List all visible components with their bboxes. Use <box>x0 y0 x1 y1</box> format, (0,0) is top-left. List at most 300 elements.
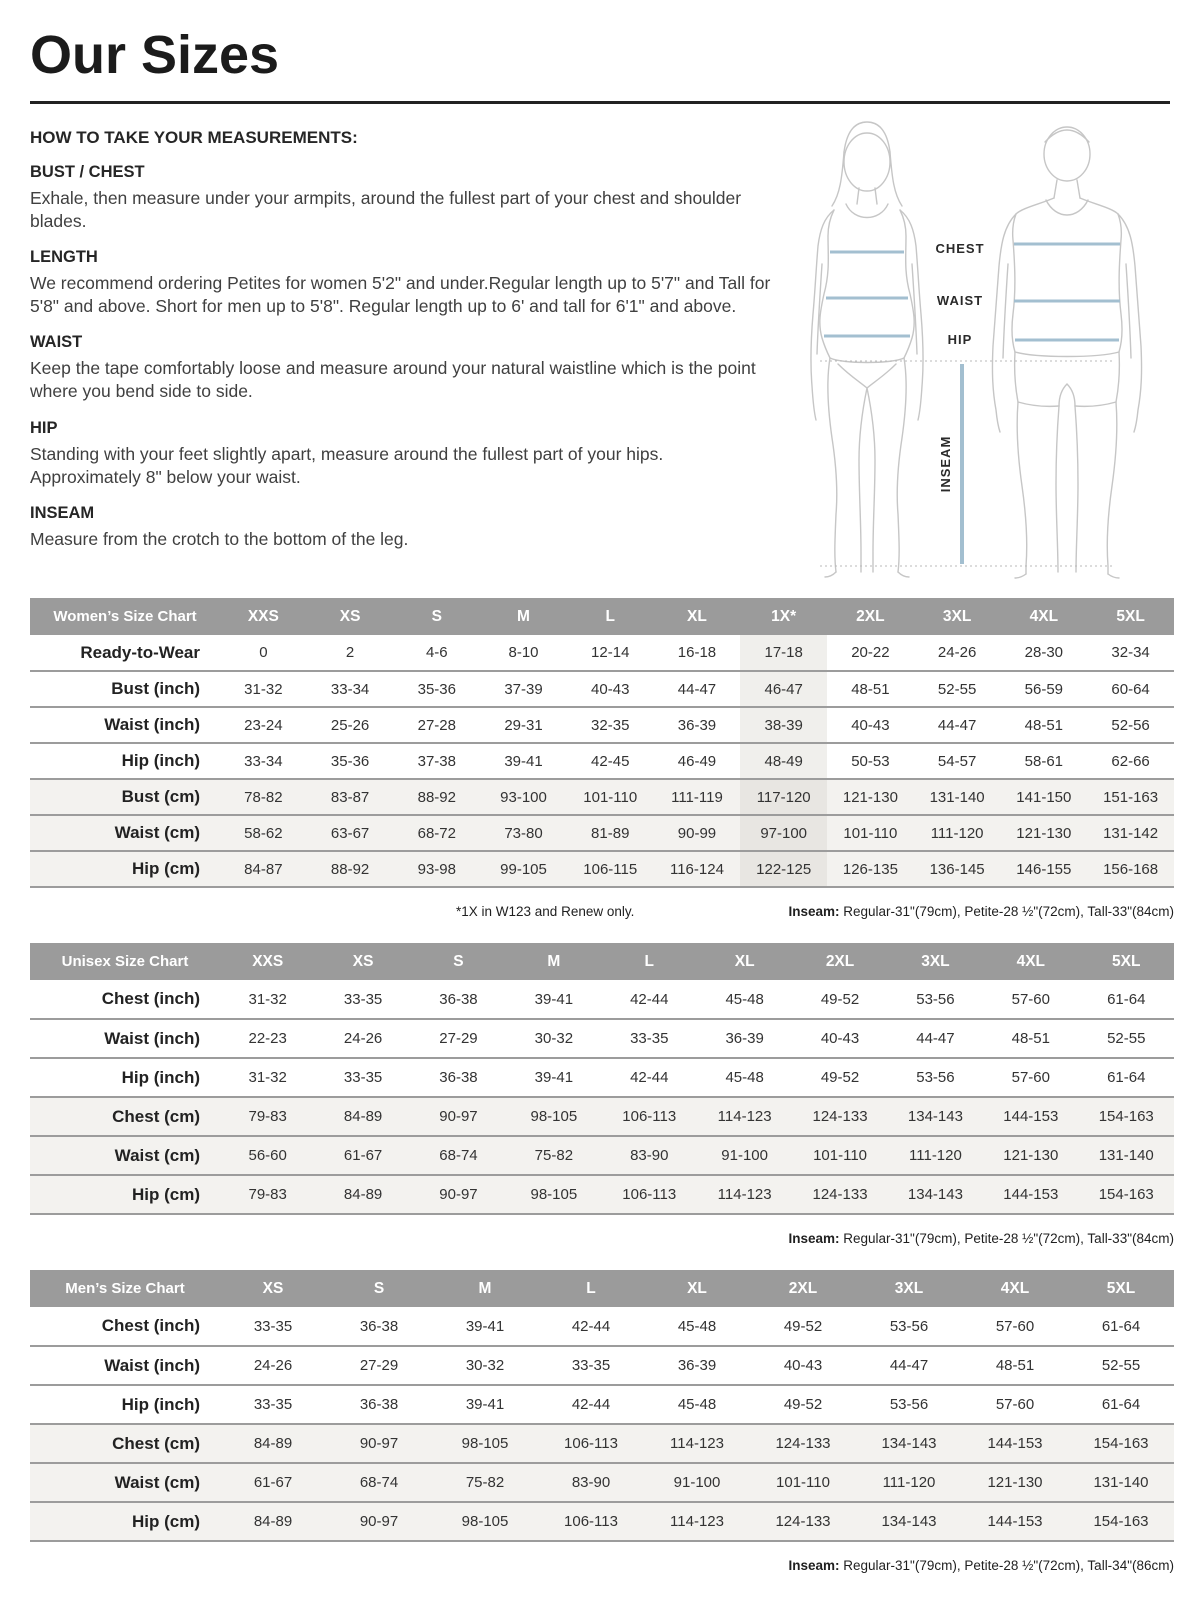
size-cell: 45-48 <box>697 980 792 1019</box>
table-row <box>30 743 1174 779</box>
size-cell: 101-110 <box>827 815 914 851</box>
size-cell: 68-74 <box>411 1136 506 1175</box>
mens-size-chart <box>30 1270 1174 1573</box>
table-row <box>30 1346 1174 1385</box>
size-cell: 61-64 <box>1068 1385 1174 1424</box>
waist-label: WAIST <box>936 293 984 308</box>
size-cell: 36-39 <box>697 1019 792 1058</box>
size-cell: 45-48 <box>697 1058 792 1097</box>
size-cell: 68-74 <box>326 1463 432 1502</box>
size-cell: 117-120 <box>740 779 827 815</box>
size-cell: 90-99 <box>654 815 741 851</box>
size-cell: 90-97 <box>326 1502 432 1541</box>
row-label: Hip (inch) <box>30 743 220 779</box>
row-label: Hip (cm) <box>30 1175 220 1214</box>
size-cell: 4-6 <box>393 635 480 671</box>
footnote-inseam-label: Inseam: <box>788 1231 840 1246</box>
footnote-inseam-label: Inseam: <box>788 904 840 919</box>
size-column-header: 3XL <box>888 943 983 980</box>
male-figure <box>992 127 1141 578</box>
size-cell: 40-43 <box>792 1019 887 1058</box>
table-title: Women’s Size Chart <box>30 598 220 635</box>
size-cell: 60-64 <box>1087 671 1174 707</box>
size-cell: 106-113 <box>538 1502 644 1541</box>
size-column-header: XL <box>697 943 792 980</box>
size-cell: 134-143 <box>888 1175 983 1214</box>
instruction-sections <box>30 163 772 551</box>
table-row <box>30 851 1174 887</box>
size-cell: 90-97 <box>411 1175 506 1214</box>
size-cell: 81-89 <box>567 815 654 851</box>
footnote-inseam-label: Inseam: <box>788 1558 840 1573</box>
size-column-header: XL <box>644 1270 750 1307</box>
size-cell: 20-22 <box>827 635 914 671</box>
size-cell: 33-35 <box>602 1019 697 1058</box>
table-row <box>30 1019 1174 1058</box>
section-body: Exhale, then measure under your armpits, around the fullest part of your chest and shoulder blades. <box>30 188 742 232</box>
size-cell: 111-120 <box>914 815 1001 851</box>
size-cell: 24-26 <box>315 1019 410 1058</box>
size-cell: 24-26 <box>914 635 1001 671</box>
size-column-header: S <box>393 598 480 635</box>
size-cell: 61-64 <box>1068 1307 1174 1346</box>
size-cell: 63-67 <box>307 815 394 851</box>
top-section <box>30 128 1170 584</box>
measurement-figure <box>772 114 1182 584</box>
size-column-header: 1X* <box>740 598 827 635</box>
size-cell: 33-34 <box>307 671 394 707</box>
size-cell: 44-47 <box>654 671 741 707</box>
size-cell: 106-113 <box>602 1175 697 1214</box>
measurement-section-bust-chest <box>30 163 772 233</box>
section-heading: INSEAM <box>30 503 95 522</box>
measurement-section-hip <box>30 419 772 489</box>
body-measurement-diagram <box>782 114 1182 584</box>
size-cell: 57-60 <box>962 1385 1068 1424</box>
row-label: Hip (cm) <box>30 1502 220 1541</box>
size-cell: 151-163 <box>1087 779 1174 815</box>
size-column-header: S <box>411 943 506 980</box>
row-label: Waist (cm) <box>30 815 220 851</box>
inseam-label: INSEAM <box>938 435 953 493</box>
size-cell: 88-92 <box>307 851 394 887</box>
size-cell: 48-49 <box>740 743 827 779</box>
footnote-asterisk: *1X in W123 and Renew only. <box>456 904 635 919</box>
size-cell: 53-56 <box>856 1385 962 1424</box>
size-cell: 131-140 <box>914 779 1001 815</box>
size-cell: 144-153 <box>962 1424 1068 1463</box>
size-table <box>30 943 1174 1215</box>
size-cell: 106-115 <box>567 851 654 887</box>
size-cell: 27-29 <box>326 1346 432 1385</box>
section-heading: LENGTH <box>30 248 98 267</box>
size-cell: 111-119 <box>654 779 741 815</box>
size-column-header: M <box>432 1270 538 1307</box>
size-cell: 101-110 <box>567 779 654 815</box>
size-cell: 111-120 <box>856 1463 962 1502</box>
size-cell: 154-163 <box>1068 1424 1174 1463</box>
size-charts <box>30 598 1174 1573</box>
size-cell: 144-153 <box>983 1175 1078 1214</box>
how-to-heading: HOW TO TAKE YOUR MEASUREMENTS: <box>30 128 358 147</box>
size-cell: 0 <box>220 635 307 671</box>
size-cell: 52-56 <box>1087 707 1174 743</box>
size-cell: 52-55 <box>1068 1346 1174 1385</box>
size-cell: 42-44 <box>538 1307 644 1346</box>
size-cell: 84-87 <box>220 851 307 887</box>
size-cell: 131-140 <box>1079 1136 1174 1175</box>
table-row <box>30 1424 1174 1463</box>
size-column-header: 4XL <box>1000 598 1087 635</box>
size-column-header: XS <box>307 598 394 635</box>
size-cell: 52-55 <box>914 671 1001 707</box>
size-cell: 114-123 <box>644 1424 750 1463</box>
size-cell: 48-51 <box>962 1346 1068 1385</box>
measurement-section-inseam <box>30 504 772 551</box>
size-cell: 33-35 <box>315 980 410 1019</box>
row-label: Bust (cm) <box>30 779 220 815</box>
section-heading: BUST / CHEST <box>30 163 145 181</box>
size-column-header: 2XL <box>827 598 914 635</box>
size-cell: 16-18 <box>654 635 741 671</box>
table-row <box>30 1463 1174 1502</box>
size-cell: 36-39 <box>644 1346 750 1385</box>
size-cell: 53-56 <box>888 980 983 1019</box>
size-cell: 121-130 <box>962 1463 1068 1502</box>
size-cell: 27-29 <box>411 1019 506 1058</box>
size-cell: 49-52 <box>792 1058 887 1097</box>
size-cell: 134-143 <box>888 1097 983 1136</box>
size-column-header: S <box>326 1270 432 1307</box>
measurement-instructions <box>30 128 772 551</box>
measurement-section-length <box>30 248 772 318</box>
size-column-header: 3XL <box>914 598 1001 635</box>
table-row <box>30 1058 1174 1097</box>
female-figure <box>811 122 923 577</box>
size-cell: 121-130 <box>1000 815 1087 851</box>
size-cell: 48-51 <box>1000 707 1087 743</box>
header-row <box>30 1270 1174 1307</box>
size-cell: 44-47 <box>888 1019 983 1058</box>
size-cell: 37-39 <box>480 671 567 707</box>
size-column-header: XXS <box>220 943 315 980</box>
size-cell: 154-163 <box>1068 1502 1174 1541</box>
size-cell: 53-56 <box>856 1307 962 1346</box>
size-cell: 2 <box>307 635 394 671</box>
size-cell: 116-124 <box>654 851 741 887</box>
size-cell: 44-47 <box>856 1346 962 1385</box>
size-column-header: 2XL <box>750 1270 856 1307</box>
size-cell: 73-80 <box>480 815 567 851</box>
section-body: Keep the tape comfortably loose and measure around your natural waistline which is the point where you bend side to side. <box>30 358 756 402</box>
row-label: Waist (inch) <box>30 1019 220 1058</box>
size-cell: 35-36 <box>393 671 480 707</box>
size-cell: 146-155 <box>1000 851 1087 887</box>
size-cell: 49-52 <box>792 980 887 1019</box>
size-cell: 31-32 <box>220 671 307 707</box>
size-cell: 84-89 <box>315 1097 410 1136</box>
section-heading: HIP <box>30 418 58 437</box>
size-cell: 84-89 <box>315 1175 410 1214</box>
size-cell: 36-38 <box>411 1058 506 1097</box>
size-cell: 56-59 <box>1000 671 1087 707</box>
size-cell: 36-39 <box>654 707 741 743</box>
size-cell: 48-51 <box>983 1019 1078 1058</box>
page-title: Our Sizes <box>30 25 280 85</box>
size-column-header: XL <box>654 598 741 635</box>
size-column-header: XXS <box>220 598 307 635</box>
header-row <box>30 598 1174 635</box>
table-row <box>30 1097 1174 1136</box>
size-cell: 61-67 <box>220 1463 326 1502</box>
size-cell: 124-133 <box>750 1502 856 1541</box>
size-cell: 33-34 <box>220 743 307 779</box>
size-cell: 46-47 <box>740 671 827 707</box>
size-cell: 78-82 <box>220 779 307 815</box>
size-cell: 48-51 <box>827 671 914 707</box>
size-cell: 57-60 <box>983 1058 1078 1097</box>
size-cell: 40-43 <box>827 707 914 743</box>
size-column-header: 5XL <box>1068 1270 1174 1307</box>
size-cell: 101-110 <box>750 1463 856 1502</box>
size-column-header: L <box>567 598 654 635</box>
size-column-header: M <box>480 598 567 635</box>
size-cell: 57-60 <box>983 980 1078 1019</box>
footnote-inseam: Inseam: Regular-31"(79cm), Petite-28 ½"(72cm), Tall-34"(86cm) <box>788 1558 1174 1573</box>
size-cell: 22-23 <box>220 1019 315 1058</box>
size-cell: 144-153 <box>962 1502 1068 1541</box>
table-row <box>30 1502 1174 1541</box>
size-cell: 93-100 <box>480 779 567 815</box>
size-cell: 40-43 <box>567 671 654 707</box>
table-row <box>30 707 1174 743</box>
row-label: Waist (inch) <box>30 1346 220 1385</box>
size-column-header: M <box>506 943 601 980</box>
size-cell: 42-44 <box>602 1058 697 1097</box>
size-cell: 39-41 <box>506 1058 601 1097</box>
footnote-inseam: Inseam: Regular-31"(79cm), Petite-28 ½"(72cm), Tall-33"(84cm) <box>788 904 1174 919</box>
size-cell: 91-100 <box>644 1463 750 1502</box>
size-cell: 36-38 <box>411 980 506 1019</box>
size-column-header: 4XL <box>962 1270 1068 1307</box>
size-cell: 35-36 <box>307 743 394 779</box>
section-body: Measure from the crotch to the bottom of the leg. <box>30 528 409 549</box>
size-cell: 46-49 <box>654 743 741 779</box>
size-cell: 114-123 <box>644 1502 750 1541</box>
table-title: Unisex Size Chart <box>30 943 220 980</box>
size-cell: 30-32 <box>506 1019 601 1058</box>
size-cell: 23-24 <box>220 707 307 743</box>
row-label: Waist (cm) <box>30 1136 220 1175</box>
size-cell: 31-32 <box>220 1058 315 1097</box>
size-cell: 124-133 <box>792 1175 887 1214</box>
size-cell: 90-97 <box>411 1097 506 1136</box>
size-cell: 83-90 <box>538 1463 644 1502</box>
hip-label: HIP <box>947 332 973 347</box>
size-cell: 27-28 <box>393 707 480 743</box>
row-label: Hip (cm) <box>30 851 220 887</box>
size-cell: 44-47 <box>914 707 1001 743</box>
size-column-header: L <box>538 1270 644 1307</box>
size-cell: 33-35 <box>220 1307 326 1346</box>
size-cell: 124-133 <box>792 1097 887 1136</box>
size-cell: 156-168 <box>1087 851 1174 887</box>
table-row <box>30 779 1174 815</box>
size-cell: 25-26 <box>307 707 394 743</box>
size-column-header: 4XL <box>983 943 1078 980</box>
size-cell: 42-44 <box>602 980 697 1019</box>
size-cell: 79-83 <box>220 1175 315 1214</box>
size-cell: 93-98 <box>393 851 480 887</box>
size-cell: 61-67 <box>315 1136 410 1175</box>
table-footnote <box>30 1231 1174 1246</box>
size-cell: 49-52 <box>750 1307 856 1346</box>
size-cell: 39-41 <box>432 1307 538 1346</box>
table-row <box>30 1136 1174 1175</box>
size-cell: 61-64 <box>1079 980 1174 1019</box>
size-cell: 84-89 <box>220 1424 326 1463</box>
size-cell: 98-105 <box>506 1097 601 1136</box>
size-cell: 58-62 <box>220 815 307 851</box>
size-cell: 91-100 <box>697 1136 792 1175</box>
row-label: Hip (inch) <box>30 1385 220 1424</box>
table-title: Men’s Size Chart <box>30 1270 220 1307</box>
size-cell: 75-82 <box>506 1136 601 1175</box>
table-row <box>30 815 1174 851</box>
row-label: Chest (inch) <box>30 980 220 1019</box>
size-cell: 53-56 <box>888 1058 983 1097</box>
size-cell: 101-110 <box>792 1136 887 1175</box>
size-cell: 98-105 <box>432 1502 538 1541</box>
size-cell: 79-83 <box>220 1097 315 1136</box>
header-row <box>30 943 1174 980</box>
table-row <box>30 1385 1174 1424</box>
section-body: We recommend ordering Petites for women 5'2" and under.Regular length up to 5'7" and Tall for 5'8" and above. Short for men up to 5'8". Regular length up to 6' and tall for 6'1" and above. <box>30 273 771 317</box>
size-cell: 114-123 <box>697 1097 792 1136</box>
size-cell: 122-125 <box>740 851 827 887</box>
size-cell: 40-43 <box>750 1346 856 1385</box>
size-cell: 131-140 <box>1068 1463 1174 1502</box>
size-cell: 83-90 <box>602 1136 697 1175</box>
size-column-header: 5XL <box>1087 598 1174 635</box>
chest-label: CHEST <box>935 241 985 256</box>
size-cell: 39-41 <box>480 743 567 779</box>
size-cell: 28-30 <box>1000 635 1087 671</box>
size-cell: 45-48 <box>644 1307 750 1346</box>
size-cell: 141-150 <box>1000 779 1087 815</box>
size-cell: 131-142 <box>1087 815 1174 851</box>
size-cell: 121-130 <box>983 1136 1078 1175</box>
section-body: Standing with your feet slightly apart, measure around the fullest part of your hips. Approximately 8" below your waist. <box>30 443 664 487</box>
size-cell: 134-143 <box>856 1502 962 1541</box>
size-column-header: 5XL <box>1079 943 1174 980</box>
size-cell: 134-143 <box>856 1424 962 1463</box>
size-cell: 154-163 <box>1079 1175 1174 1214</box>
size-cell: 75-82 <box>432 1463 538 1502</box>
size-cell: 111-120 <box>888 1136 983 1175</box>
table-row <box>30 671 1174 707</box>
size-cell: 98-105 <box>506 1175 601 1214</box>
womens-size-chart <box>30 598 1174 919</box>
size-cell: 83-87 <box>307 779 394 815</box>
measurement-section-waist <box>30 333 772 403</box>
size-cell: 126-135 <box>827 851 914 887</box>
table-row <box>30 635 1174 671</box>
row-label: Waist (cm) <box>30 1463 220 1502</box>
size-cell: 29-31 <box>480 707 567 743</box>
size-cell: 32-35 <box>567 707 654 743</box>
table-row <box>30 1307 1174 1346</box>
size-cell: 32-34 <box>1087 635 1174 671</box>
size-cell: 114-123 <box>697 1175 792 1214</box>
size-cell: 68-72 <box>393 815 480 851</box>
size-cell: 42-45 <box>567 743 654 779</box>
size-cell: 42-44 <box>538 1385 644 1424</box>
size-cell: 39-41 <box>432 1385 538 1424</box>
size-cell: 56-60 <box>220 1136 315 1175</box>
size-cell: 144-153 <box>983 1097 1078 1136</box>
size-cell: 88-92 <box>393 779 480 815</box>
size-cell: 36-38 <box>326 1385 432 1424</box>
size-table <box>30 598 1174 888</box>
size-cell: 124-133 <box>750 1424 856 1463</box>
size-cell: 38-39 <box>740 707 827 743</box>
size-table <box>30 1270 1174 1542</box>
table-row <box>30 1175 1174 1214</box>
size-cell: 33-35 <box>315 1058 410 1097</box>
size-cell: 30-32 <box>432 1346 538 1385</box>
size-cell: 62-66 <box>1087 743 1174 779</box>
row-label: Hip (inch) <box>30 1058 220 1097</box>
size-cell: 106-113 <box>538 1424 644 1463</box>
size-column-header: L <box>602 943 697 980</box>
row-label: Bust (inch) <box>30 671 220 707</box>
size-column-header: XS <box>220 1270 326 1307</box>
table-footnote <box>30 1558 1174 1573</box>
size-cell: 12-14 <box>567 635 654 671</box>
row-label: Chest (cm) <box>30 1424 220 1463</box>
size-cell: 99-105 <box>480 851 567 887</box>
title-divider <box>30 101 1170 104</box>
size-cell: 106-113 <box>602 1097 697 1136</box>
size-cell: 52-55 <box>1079 1019 1174 1058</box>
size-cell: 154-163 <box>1079 1097 1174 1136</box>
size-cell: 136-145 <box>914 851 1001 887</box>
size-cell: 121-130 <box>827 779 914 815</box>
row-label: Chest (cm) <box>30 1097 220 1136</box>
size-cell: 61-64 <box>1079 1058 1174 1097</box>
row-label: Chest (inch) <box>30 1307 220 1346</box>
size-column-header: 2XL <box>792 943 887 980</box>
size-cell: 54-57 <box>914 743 1001 779</box>
size-cell: 33-35 <box>538 1346 644 1385</box>
size-cell: 49-52 <box>750 1385 856 1424</box>
size-column-header: 3XL <box>856 1270 962 1307</box>
table-row <box>30 980 1174 1019</box>
section-heading: WAIST <box>30 333 83 352</box>
size-cell: 33-35 <box>220 1385 326 1424</box>
size-cell: 57-60 <box>962 1307 1068 1346</box>
size-cell: 84-89 <box>220 1502 326 1541</box>
unisex-size-chart <box>30 943 1174 1246</box>
size-cell: 90-97 <box>326 1424 432 1463</box>
size-cell: 37-38 <box>393 743 480 779</box>
size-cell: 50-53 <box>827 743 914 779</box>
size-cell: 39-41 <box>506 980 601 1019</box>
size-cell: 17-18 <box>740 635 827 671</box>
size-cell: 58-61 <box>1000 743 1087 779</box>
footnote-inseam: Inseam: Regular-31"(79cm), Petite-28 ½"(72cm), Tall-33"(84cm) <box>788 1231 1174 1246</box>
